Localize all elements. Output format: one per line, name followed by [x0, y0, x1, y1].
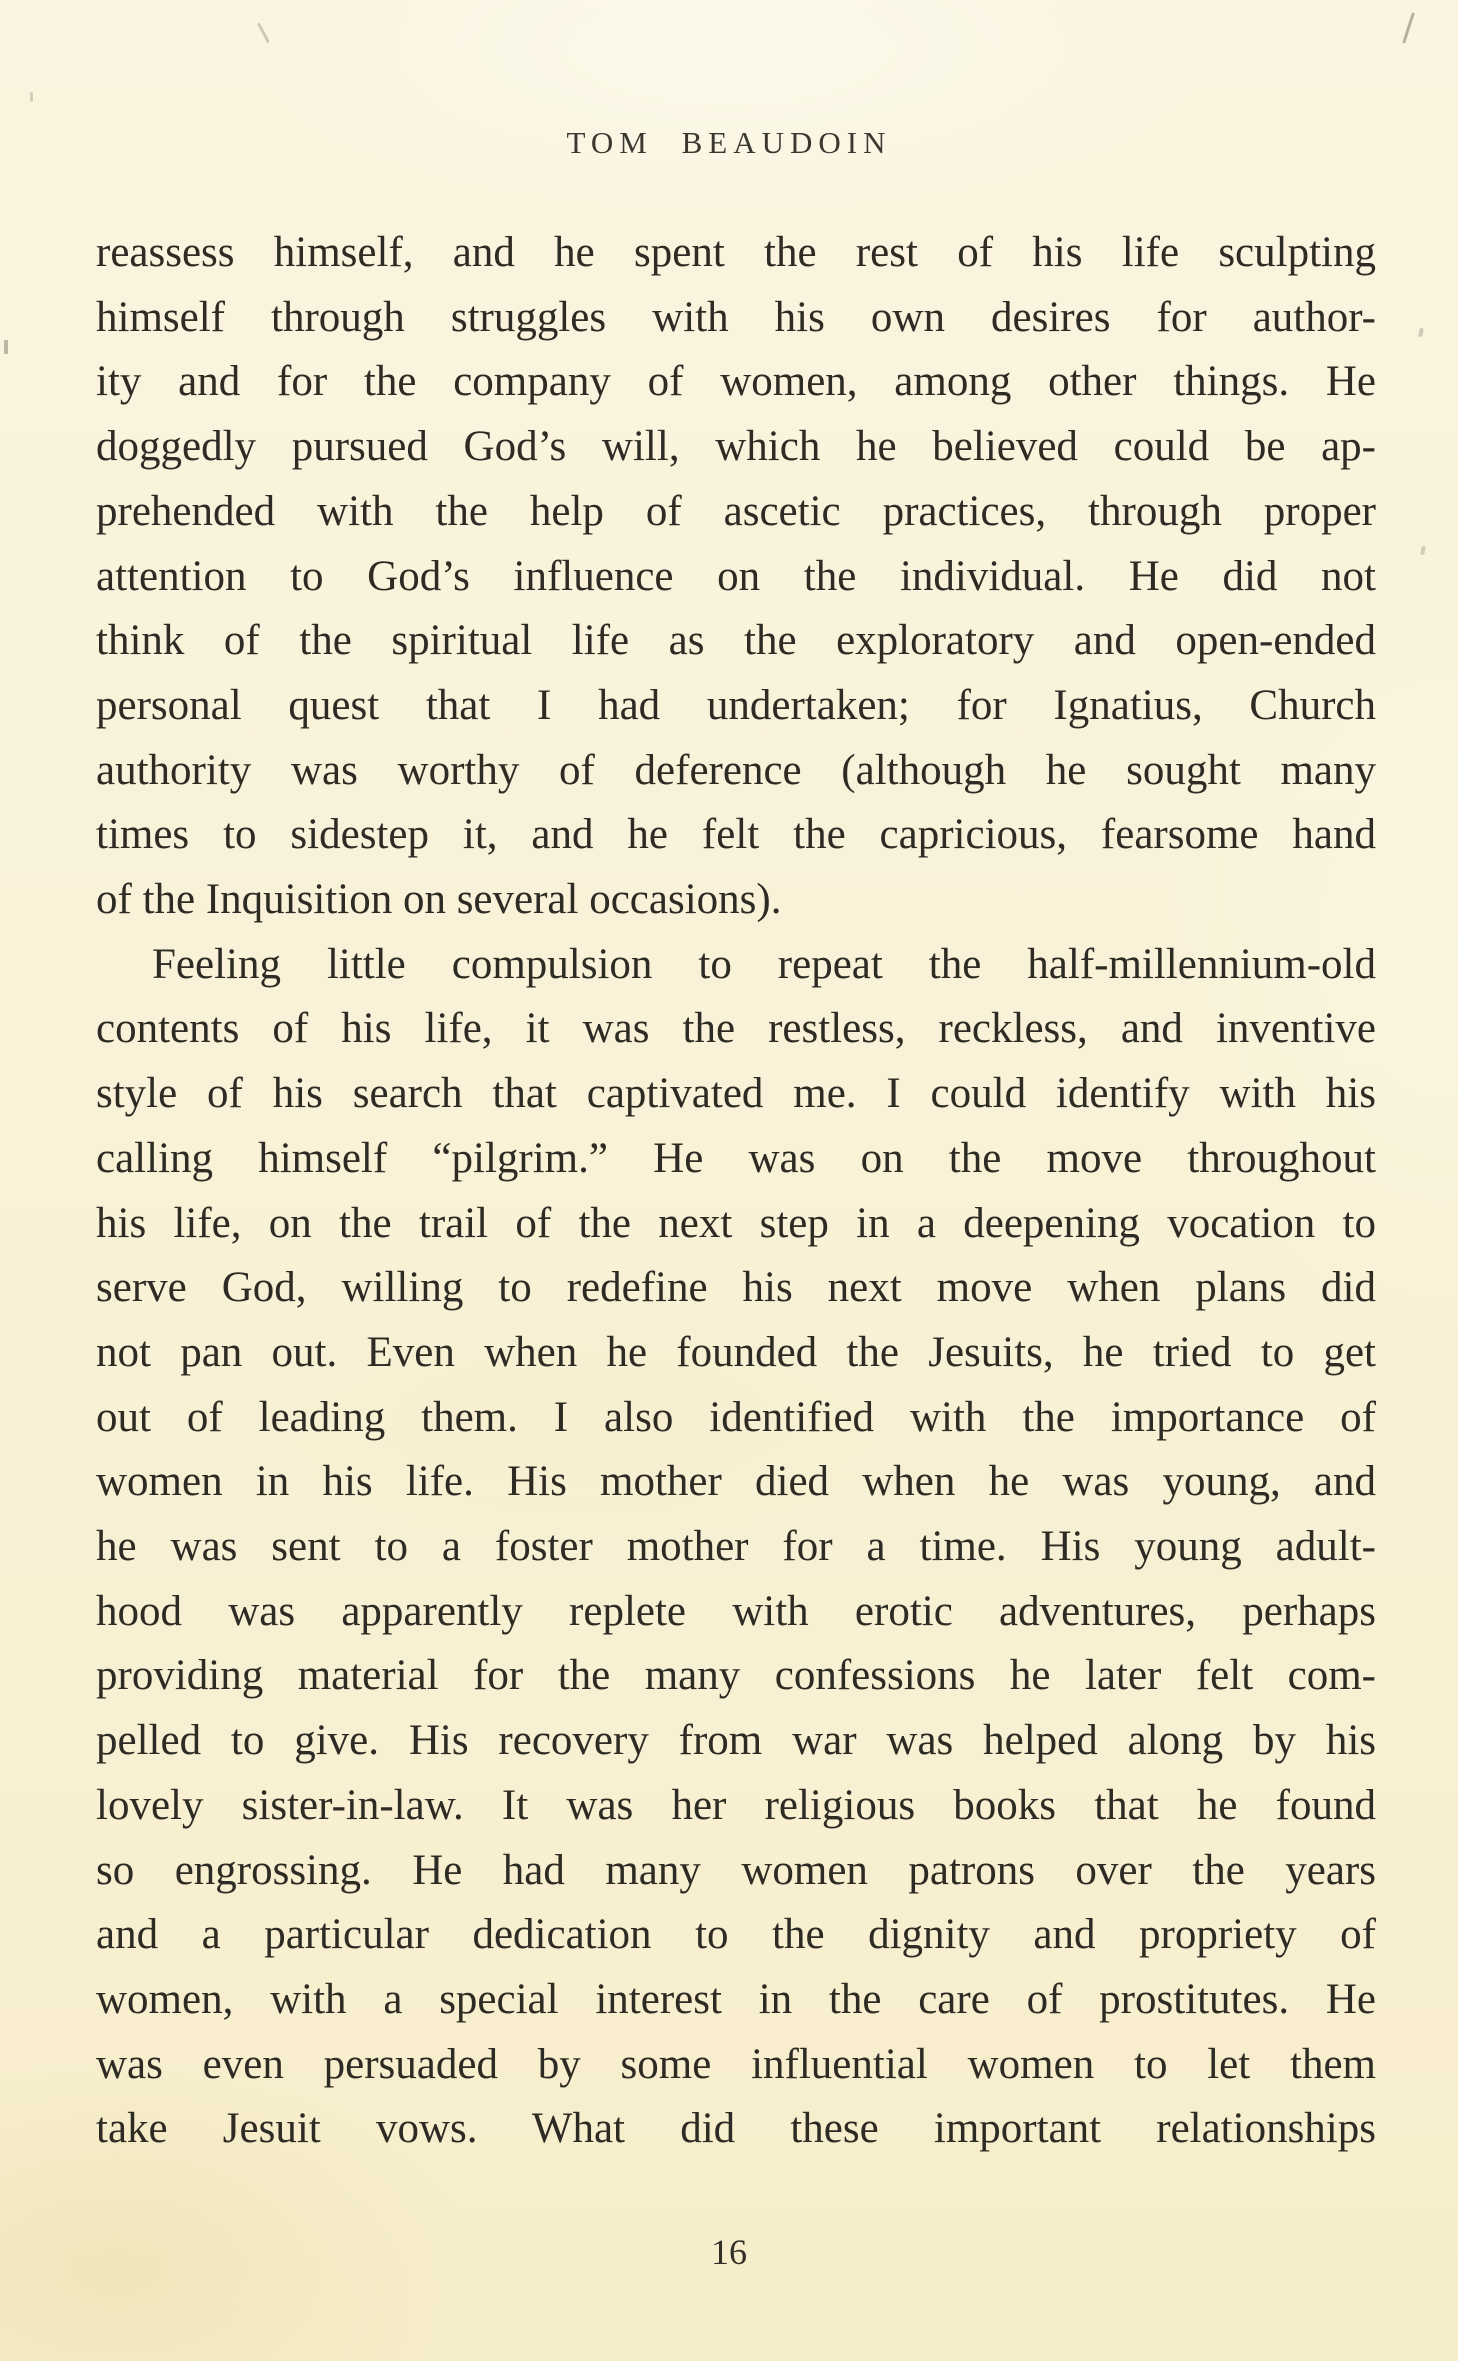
- text-line: prehended with the help of ascetic practices, through proper: [96, 487, 1376, 535]
- scan-artifact: [30, 92, 33, 102]
- text-line: hood was apparently replete with erotic adventures, perhaps: [96, 1587, 1376, 1635]
- text-line: his life, on the trail of the next step in a deepening vocation to: [96, 1199, 1376, 1247]
- text-line: ity and for the company of women, among other things. He: [96, 358, 1376, 406]
- text-line: doggedly pursued God’s will, which he believed could be ap-: [96, 423, 1376, 471]
- text-line: and a particular dedication to the dignity and propriety of: [96, 1911, 1376, 1959]
- text-line: providing material for the many confessions he later felt com-: [96, 1652, 1376, 1700]
- text-line: pelled to give. His recovery from war was helped along by his: [96, 1717, 1376, 1765]
- running-header: TOM BEAUDOIN: [566, 125, 892, 160]
- text-line: think of the spiritual life as the exploratory and open-ended: [96, 617, 1376, 665]
- scan-artifact: [1420, 546, 1426, 556]
- text-line: not pan out. Even when he founded the Jesuits, he tried to get: [96, 1328, 1376, 1376]
- text-line: take Jesuit vows. What did these important relationships: [96, 2105, 1376, 2153]
- text-line: reassess himself, and he spent the rest of his life sculpting: [96, 229, 1376, 276]
- text-line: contents of his life, it was the restless, reckless, and inventive: [96, 1005, 1376, 1053]
- text-line: was even persuaded by some influential women to let them: [96, 2040, 1376, 2088]
- text-line: authority was worthy of deference (although he sought many: [96, 746, 1376, 794]
- page-number: 16: [711, 2232, 747, 2272]
- body-text: [96, 221, 1376, 2162]
- scan-artifact: [4, 340, 8, 354]
- text-line: himself through struggles with his own desires for author-: [96, 293, 1376, 341]
- text-line: so engrossing. He had many women patrons over the years: [96, 1846, 1376, 1894]
- text-line: women in his life. His mother died when he was young, and: [96, 1458, 1376, 1506]
- text-line: attention to God’s influence on the individual. He did not: [96, 552, 1376, 600]
- text-line: he was sent to a foster mother for a time. His young adult-: [96, 1523, 1376, 1571]
- text-line: Feeling little compulsion to repeat the half-millennium-old: [152, 940, 1376, 988]
- text-line: calling himself “pilgrim.” He was on the move throughout: [96, 1134, 1376, 1182]
- text-line: personal quest that I had undertaken; for Ignatius, Church: [96, 681, 1376, 729]
- text-line: out of leading them. I also identified with the importance of: [96, 1393, 1376, 1441]
- text-line: women, with a special interest in the care of prostitutes. He: [96, 1975, 1376, 2023]
- scan-artifact: [1402, 12, 1415, 43]
- text-line: times to sidestep it, and he felt the capricious, fearsome hand: [96, 811, 1376, 859]
- text-line: of the Inquisition on several occasions).: [96, 876, 782, 924]
- text-line: style of his search that captivated me. I could identify with his: [96, 1070, 1376, 1118]
- text-line: serve God, willing to redefine his next move when plans did: [96, 1264, 1376, 1312]
- scan-artifact: [1418, 328, 1424, 338]
- text-line: lovely sister-in-law. It was her religious books that he found: [96, 1781, 1376, 1829]
- scan-artifact: [257, 23, 270, 44]
